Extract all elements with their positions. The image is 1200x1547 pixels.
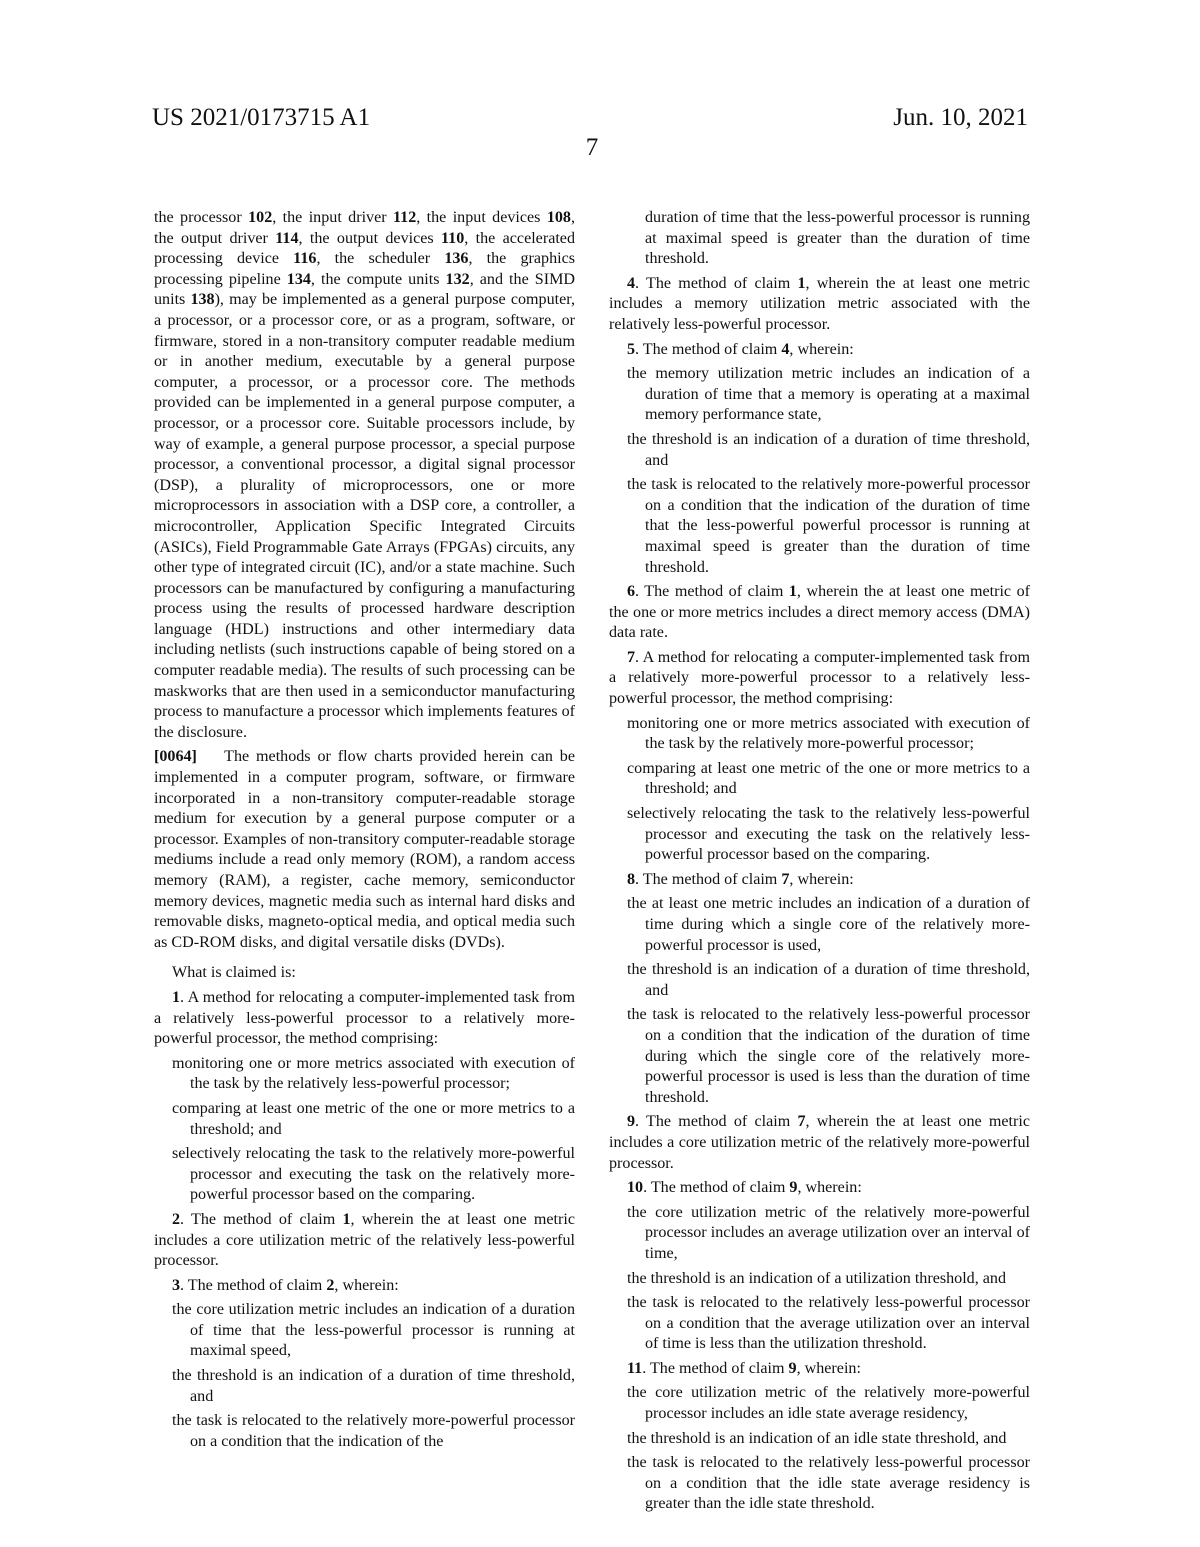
claim-10-step: the threshold is an indication of a utilization threshold, and	[627, 1269, 1007, 1287]
claim-3-step-continued: duration of time that the less-powerful processor is running at maximal speed is greater than the duration of time threshold.	[645, 209, 1030, 268]
what-is-claimed: What is claimed is:	[172, 964, 296, 982]
claim-4: 4. The method of claim 1, wherein the at least one metric includes a memory utilization metric associated with the relatively less-powerful processor.	[609, 274, 1030, 333]
claim-8-step: the task is relocated to the relatively less-powerful processor on a condition that the indication of the duration of time during which the single core of the relatively more-powerful processor is used is less than the duration of time threshold.	[627, 1006, 1030, 1106]
claim-2: 2. The method of claim 1, wherein the at least one metric includes a core utilization metric of the relatively less-powerful processor.	[154, 1210, 575, 1270]
claim-7-step: monitoring one or more metrics associated with execution of the task by the relatively more-powerful processor;	[627, 714, 1030, 753]
paragraph-0064: [0064] The methods or flow charts provided herein can be implemented in a computer program, software, or firmware incorporated in a non-transitory computer-readable storage medium for execution by a general purpose computer or a processor. Examples of non-transitory computer-readable storage mediums include a read only memory (ROM), a random access memory (RAM), a register, cache memory, semiconductor memory devices, magnetic media such as internal hard disks and removable disks, magneto-optical media, and optical media such as CD-ROM disks, and digital versatile disks (DVDs).	[154, 748, 575, 951]
claim-7-step: selectively relocating the task to the relatively less-powerful processor and executing the task on the relatively less-powerful processor based on the comparing.	[627, 805, 1030, 864]
claim-7-step: comparing at least one metric of the one or more metrics to a threshold; and	[627, 759, 1030, 798]
claim-7: 7. A method for relocating a computer-implemented task from a relatively more-powerful processor to a relatively less-powerful processor, the method comprising:	[609, 648, 1030, 708]
left-column	[154, 208, 575, 1452]
claim-11-step: the task is relocated to the relatively less-powerful processor on a condition that the idle state average residency is greater than the idle state threshold.	[627, 1454, 1030, 1513]
claim-6: 6. The method of claim 1, wherein the at least one metric of the one or more metrics includes a direct memory access (DMA) data rate.	[609, 583, 1030, 642]
publication-number: US 2021/0173715 A1	[152, 104, 371, 131]
claim-5-step: the threshold is an indication of a duration of time threshold, and	[627, 430, 1030, 469]
claim-8-step: the at least one metric includes an indication of a duration of time during which a single core of the relatively more-powerful processor is used,	[627, 895, 1030, 954]
claim-10-step: the task is relocated to the relatively less-powerful processor on a condition that the average utilization over an interval of time is less than the utilization threshold.	[627, 1294, 1030, 1353]
claim-9: 9. The method of claim 7, wherein the at least one metric includes a core utilization metric of the relatively more-powerful processor.	[609, 1113, 1030, 1172]
claim-3: 3. The method of claim 2, wherein:	[172, 1276, 399, 1294]
page-number: 7	[585, 134, 599, 161]
claim-10-step: the core utilization metric of the relatively more-powerful processor includes an average utilization over an interval of time,	[627, 1203, 1030, 1262]
claim-5-step: the task is relocated to the relatively more-powerful processor on a condition that the indication of the duration of time that the less-powerful powerful processor is running at maximal speed is greater than the duration of time threshold.	[627, 476, 1030, 576]
claim-8: 8. The method of claim 7, wherein:	[627, 870, 854, 888]
claim-1: 1. A method for relocating a computer-implemented task from a relatively less-powerful processor to a relatively more-powerful processor, the method comprising:	[154, 988, 575, 1048]
claim-3-step: the task is relocated to the relatively more-powerful processor on a condition that the indication of the	[172, 1412, 575, 1450]
claim-3-step: the core utilization metric includes an indication of a duration of time that the less-powerful processor is running at maximal speed,	[172, 1301, 575, 1360]
claim-11-step: the core utilization metric of the relatively more-powerful processor includes an idle state average residency,	[627, 1384, 1030, 1423]
claim-5-step: the memory utilization metric includes an indication of a duration of time that a memory is operating at a maximal memory performance state,	[627, 365, 1030, 424]
claim-5: 5. The method of claim 4, wherein:	[627, 340, 854, 358]
claim-10: 10. The method of claim 9, wherein:	[627, 1179, 862, 1197]
claim-1-step: comparing at least one metric of the one or more metrics to a threshold; and	[172, 1099, 575, 1138]
claim-3-step: the threshold is an indication of a duration of time threshold, and	[172, 1367, 575, 1405]
claim-8-step: the threshold is an indication of a duration of time threshold, and	[627, 961, 1030, 999]
claim-11: 11. The method of claim 9, wherein:	[627, 1359, 861, 1377]
claim-1-step: monitoring one or more metrics associated with execution of the task by the relatively less-powerful processor;	[172, 1054, 575, 1093]
publication-date: Jun. 10, 2021	[893, 104, 1028, 131]
continued-paragraph: the processor 102, the input driver 112, the input devices 108, the output driver 114, the output devices 110, the accelerated processing device 116, the scheduler 136, the graphics processing pipeline 134, the compute units 132, and the SIMD units 138), may be implemented as a general purpose computer, a processor, or a processor core, or as a program, software, or firmware, stored in a non-transitory computer readable medium or in another medium, executable by a general purpose computer, a processor, or a processor core. The methods provided can be implemented in a general purpose computer, a processor, or a processor core. Suitable processors include, by way of example, a general purpose processor, a special purpose processor, a conventional processor, a digital signal processor (DSP), a plurality of microprocessors, one or more microprocessors in association with a DSP core, a controller, a microcontroller, Application Specific Integrated Circuits (ASICs), Field Programmable Gate Arrays (FPGAs) circuits, any other type of integrated circuit (IC), and/or a state machine. Such processors can be manufactured by configuring a manufacturing process using the results of processed hardware description language (HDL) instructions and other intermediary data including netlists (such instructions capable of being stored on a computer readable media). The results of such processing can be maskworks that are then used in a semiconductor manufacturing process to manufacture a processor which implements features of the disclosure.	[154, 209, 576, 741]
claim-11-step: the threshold is an indication of an idle state threshold, and	[627, 1429, 1007, 1447]
right-column	[609, 208, 1030, 1515]
claim-1-step: selectively relocating the task to the relatively more-powerful processor and executing the task on the relatively more-powerful processor based on the comparing.	[172, 1145, 575, 1204]
